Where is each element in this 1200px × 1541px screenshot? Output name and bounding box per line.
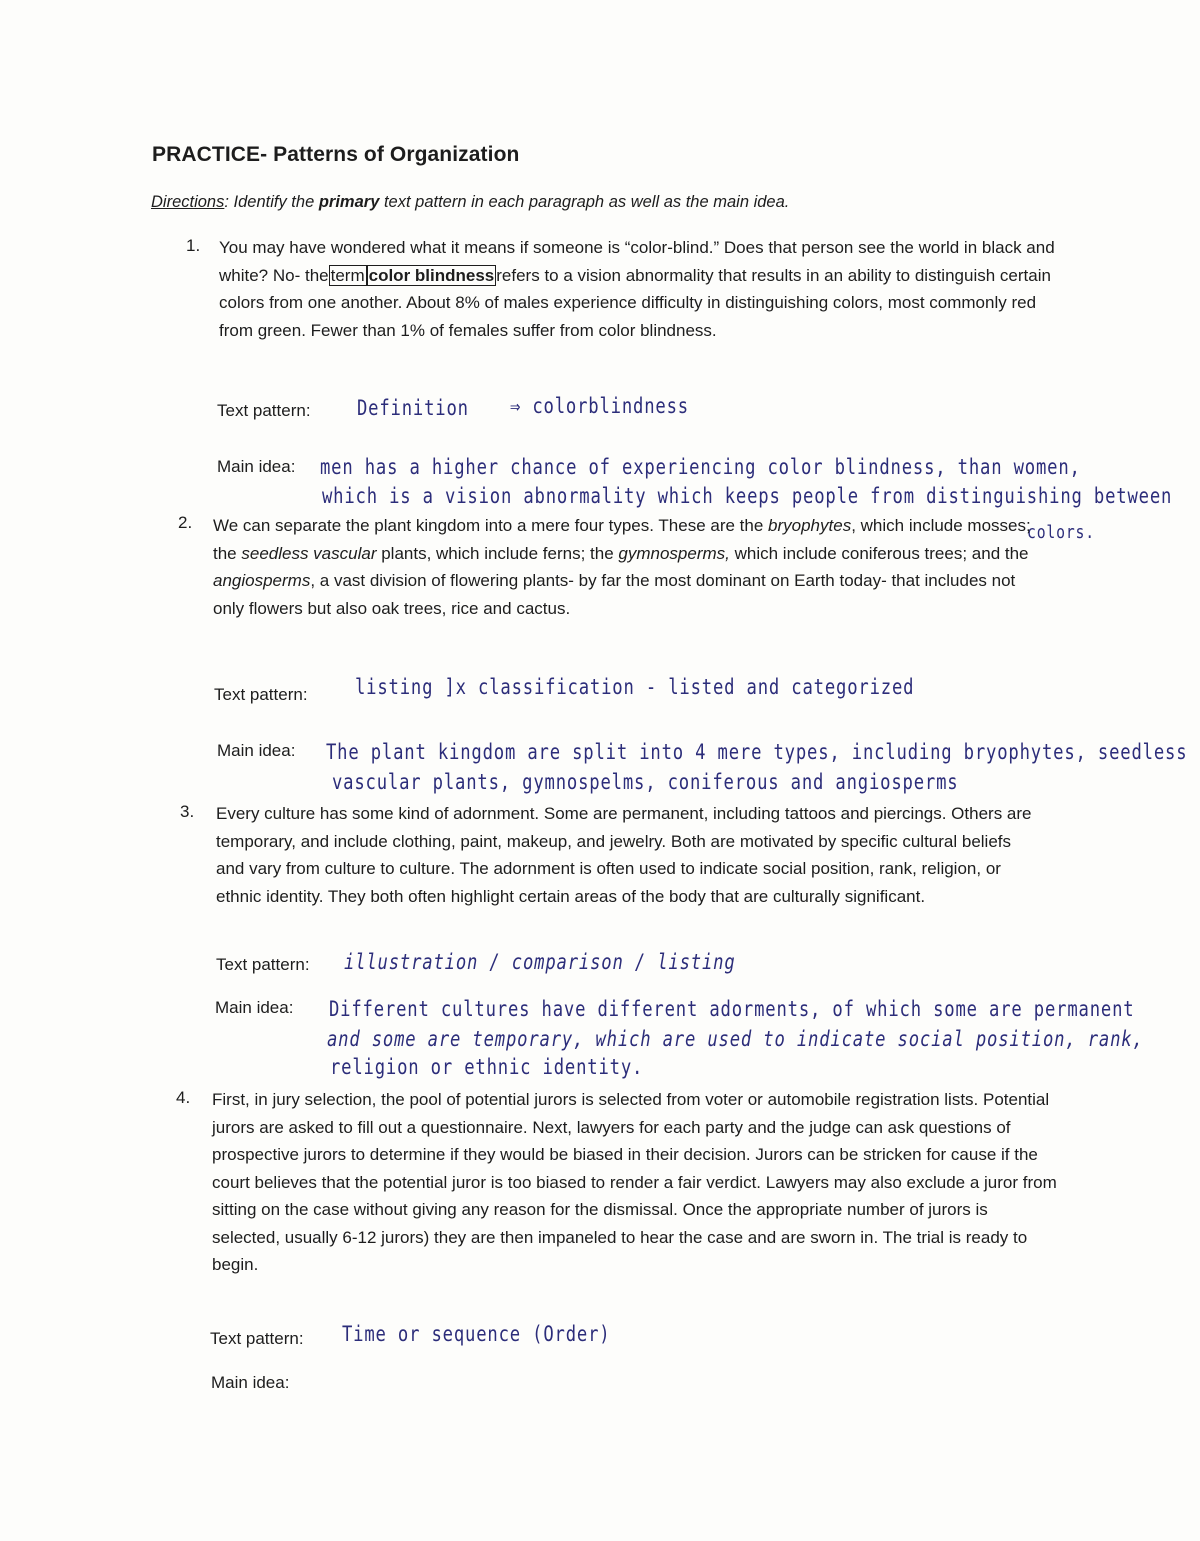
text-pattern-label: Text pattern: <box>216 955 310 974</box>
item-number: 4. <box>176 1088 191 1107</box>
item-number: 3. <box>180 802 195 821</box>
directions-label: Directions <box>151 193 225 211</box>
text-pattern-answer-3: illustration / comparison / listing <box>344 950 736 974</box>
text-pattern-answer-1: Definition <box>357 396 469 420</box>
text-pattern-answer-4: Time or sequence (Order) <box>342 1322 611 1346</box>
paragraph-3: Every culture has some kind of adornment. Some are permanent, including tattoos and piercings. Others are temporary, and include clothing, paint, makeup, and jewelry. Both are motivated by specific cultural beliefs and vary from culture to culture. The adornment is often used to indicate social position, rank, religion, or ethnic identity. They both often highlight certain areas of the body that are culturally significant. <box>216 804 1032 906</box>
main-idea-answer-2-line1: The plant kingdom are split into 4 mere types, including bryophytes, seedless <box>326 740 1188 764</box>
item-number: 1. <box>186 236 201 255</box>
paragraph-4: First, in jury selection, the pool of potential jurors is selected from voter or automobile registration lists. Potential jurors are asked to fill out a questionnaire. Next, lawyers for each party and the judge can ask questions of prospective jurors to determine if they would be biased in their decision. Jurors can be stricken for cause if the court believes that the potential juror is too biased to render a fair verdict. Lawyers may also exclude a juror from sitting on the case without giving any reason for the dismissal. Once the appropriate number of jurors is selected, usually 6-12 jurors) they are then impaneled to hear the case and are sworn in. The trial is ready to begin. <box>212 1090 1057 1274</box>
text-pattern-label: Text pattern: <box>214 685 308 704</box>
main-idea-answer-1-line3: colors. <box>1027 522 1095 543</box>
page-title: PRACTICE- Patterns of Organization <box>152 143 520 166</box>
main-idea-label: Main idea: <box>215 998 294 1017</box>
paragraph-2: We can separate the plant kingdom into a mere four types. These are the bryophytes, which include mosses; the seedless vascular plants, which include ferns; the gymnosperms, which include coniferous trees; and the angiosperms, a vast division of flowering plants- by far the most dominant on Earth today- that includes not only flowers but also oak trees, rice and cactus. <box>213 516 1031 618</box>
main-idea-answer-3-line2: and some are temporary, which are used to indicate social position, rank, <box>327 1027 1144 1051</box>
main-idea-label: Main idea: <box>211 1373 290 1392</box>
main-idea-answer-1-line1: men has a higher chance of experiencing color blindness, than women, <box>320 455 1081 479</box>
boxed-keyword: color blindness <box>368 265 495 285</box>
main-idea-label: Main idea: <box>217 457 296 476</box>
text-pattern-answer-2: listing ]x classification - listed and categorized <box>355 675 915 699</box>
main-idea-answer-2-line2: vascular plants, gymnospelms, coniferous and angiosperms <box>332 770 959 794</box>
boxed-term: term <box>330 265 365 285</box>
text-pattern-label: Text pattern: <box>217 401 311 420</box>
main-idea-answer-3-line3: religion or ethnic identity. <box>330 1055 644 1079</box>
text-pattern-answer-1b: ⇒ colorblindness <box>510 394 690 418</box>
directions: Directions: Identify the primary text pattern in each paragraph as well as the main idea. <box>151 193 790 211</box>
paragraph-1: You may have wondered what it means if someone is “color-blind.” Does that person see the world in black and white? No- the term color blindness refers to a vision abnormality that results in an ability to distinguish certain colors from one another. About 8% of males experience difficulty in distinguishing colors, most commonly red from green. Fewer than 1% of females suffer from color blindness. <box>219 238 1055 340</box>
text-pattern-label: Text pattern: <box>210 1329 304 1348</box>
main-idea-answer-3-line1: Different cultures have different adorments, of which some are permanent <box>329 997 1135 1021</box>
main-idea-answer-1-line2: which is a vision abnormality which keeps people from distinguishing between <box>322 484 1173 508</box>
item-number: 2. <box>178 513 193 532</box>
main-idea-label: Main idea: <box>217 741 296 760</box>
